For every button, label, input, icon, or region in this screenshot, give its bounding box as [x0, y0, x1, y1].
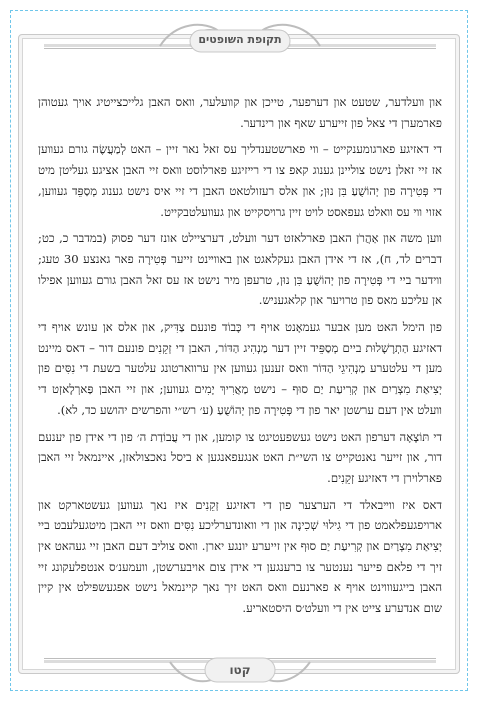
paragraph: די דאזיגע פארגומענקייט – װי פארשטענדליך עס זאל נאר זיין – האט לְמַעֲשֶׂה גורם געװען אז זיי זאלן נישט צוליינן גענוג קאפ צו די רײזיגע פארלוסט װאס זיי האבן אציגע געליטן מיט די פְּטִירָה פון יְהוֹשֻׁעַ בִּן נוּן; און אלס רעזולטאט האבן די זיי איס נישט גענוג מְסַפֵּד געװען, אזוי װי עס װאלט געפאסט לויט זיין גרױסקייט און געװעלטבקייט. — [38, 142, 442, 219]
paragraph: און װעלדער, שטעט און דערפער, טייכן און קװעלער, װאס האבן גלייכצייטיג אויך געטוהן פארמערן די צאל פון זייערע שאף און רינדער. — [38, 95, 442, 130]
paragraph: דאס איז װײבאלד די הערצער פון די דאזיגע זְקֵנִים איז נאך געװען געשטארקט און ארויפגעפלאמט פון די גִילוּי שְׁכִינָה און די װאונדערליכע נִסִּים װאס זיי האבן מיטגעלעבט ביי יְצִיאַת מִצְרַיִם און קְרִיעַת יַם סוּף אין זייערע יונגע יארן. װאס צוליב דעם האבן זיי געהאט אין זיך די פלאם פייער נענטער צו ברענגען די אידן צום אויבערשטן, װעמענ׳ס אנטפלעקונג זיי האבן בייגעװױנט אויף א פארנעם װאס האט זיך נאך קיינמאל נישט אפגעשפּילט אין קיין שום אנדערע צייט אין די װעלט׳ס היסטאריע. — [38, 497, 442, 616]
paragraph: װען משה און אַהֲרֹן האבן פארלאזט דער װעלט, דערציילט אונז דער פסוק (במדבר כ, כט; דברים לד, ח), אז די אידן האבן געקלאגט און באװײנט זייער פְּטִירָה פאר גאנצע 30 טעג; װידער ביי די פְּטִירָה פון יְהוֹשֻׁעַ בִּן נוּן, טרעפן מיר נישט אז עס זאל האבן גורם געװען אפילו אן עליכע מאס פון טרויער און קלאגעניש. — [38, 231, 443, 308]
paragraph: די תּוֹצָאָה דערפון האט נישט געשפעטיגט צו קומען, און די עֲבוֹדַת ה׳ פון די אידן פון יענעם דור, און זייער נאנטקייט צו השי״ת האט אנגעפאנגען א ביסל נאכצולאזן, איינמאל זיי האבן פארלוירן די דאזיגע זְקֵנִים. — [38, 429, 442, 485]
paragraph: פון הימל האט מען אבער געמאָנט אויף די כָּבוֹד פונעם צַדִּיק, און אלס אן עונש אויף די דאזיגע הַתְרָשָׁלוּת ביים מְסַפֵּיד זיין דער מַנְהִיג הַדּוֹר, האבן די זְקֵנִים פונעם דור – דאס מיינט מען די עלטערע מַנְהִיגֵי הַדּוֹר װאס זענען געװען אין ערװארטונג עלטער בשעת די נִסִּים פון יְצִיאַת מִצְרַיִם און קְרִיעַת יַם סוּף – נישט מַאֲרִיךְ יָמִים געװען; און זיי האבן פַּארְלָאזְט די װעלט אין דעם ערשטן יאר פון די פְּטִירָה פון יְהוֹשֻׁעַ (ע׳ רש״י והפרשים יהושע כד, לא). — [38, 320, 442, 417]
running-header-title: תקופת השופטים — [198, 33, 282, 46]
main-text — [38, 92, 442, 625]
page-number: קטו — [229, 663, 251, 677]
